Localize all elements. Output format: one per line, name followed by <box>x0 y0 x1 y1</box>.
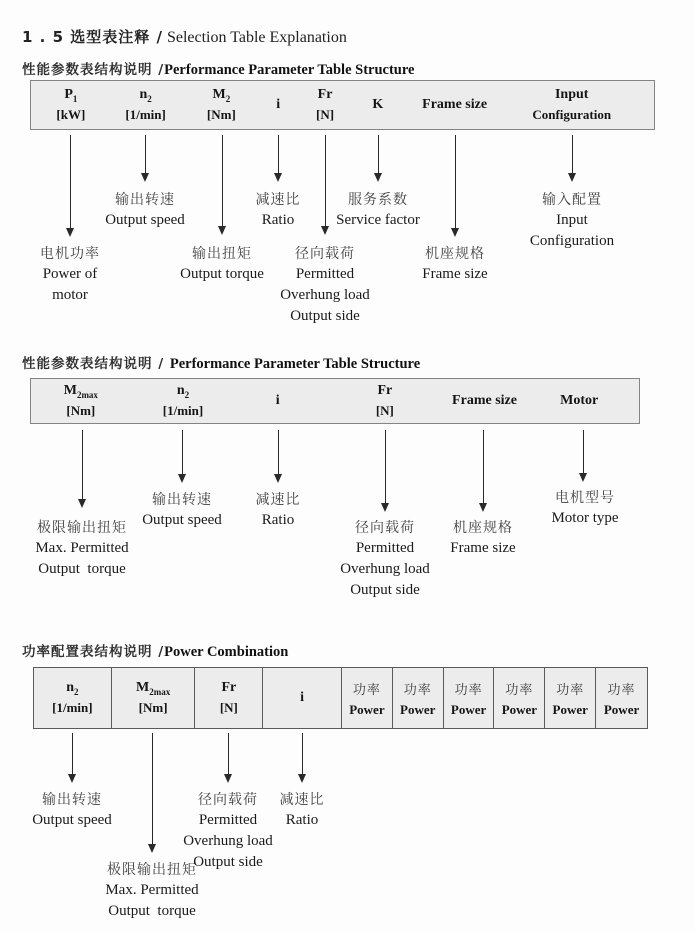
section3-heading-en: Power Combination <box>164 644 289 660</box>
arrow-m2max <box>152 733 153 845</box>
col-power-5: 功率 Power <box>545 668 596 728</box>
col-p1: $P_1$ [kW] <box>56 87 86 122</box>
col-input-configuration: Input Configuration <box>532 87 612 122</box>
col-fr: Fr [N] <box>316 87 335 122</box>
arrow-n2 <box>182 430 183 475</box>
label-overhung-load: 径向载荷 Permitted Overhung load Output side <box>183 792 273 870</box>
col-m2max: $M_{2max}$ [Nm] <box>63 383 98 418</box>
arrow-fr <box>228 733 229 775</box>
section2-heading <box>14 334 420 373</box>
arrow-fr <box>325 135 326 227</box>
col-motor: Motor <box>560 393 599 408</box>
section1-heading-en: Performance Parameter Table Structure <box>164 62 415 78</box>
col-m2max: $M_{2max}$ [Nm] <box>112 668 196 728</box>
label-overhung-load: 径向载荷 Permitted Overhung load Output side <box>280 246 370 324</box>
section1-heading-zh: 性能参数表结构说明 / <box>22 62 165 78</box>
label-max-output-torque: 极限输出扭矩 Max. Permitted Output torque <box>105 862 199 919</box>
label-input-configuration: 输入配置 Input Configuration <box>529 192 615 249</box>
col-power-3: 功率 Power <box>444 668 495 728</box>
label-motor-type: 电机型号 Motor type <box>551 490 619 526</box>
col-m2: $M_2$ [Nm] <box>206 87 236 122</box>
label-max-output-torque: 极限输出扭矩 Max. Permitted Output torque <box>35 520 129 577</box>
col-power-2: 功率 Power <box>393 668 444 728</box>
page-title-zh: 1 . 5 选型表注释 / <box>22 28 163 46</box>
label-output-speed: 输出转速 Output speed <box>32 792 112 828</box>
label-overhung-load: 径向载荷 Permitted Overhung load Output side <box>340 520 430 598</box>
section2-heading-zh: 性能参数表结构说明 / <box>22 356 170 372</box>
arrow-frame-size <box>455 135 456 229</box>
label-ratio: 减速比 Ratio <box>255 492 301 528</box>
label-power-of-motor: 电机功率 Power of motor <box>40 246 100 303</box>
arrow-motor <box>583 430 584 474</box>
section3-heading <box>14 622 288 661</box>
arrow-n2 <box>72 733 73 775</box>
label-output-speed: 输出转速 Output speed <box>142 492 222 528</box>
col-n2: $n_2$ [1/min] <box>34 668 112 728</box>
col-fr: Fr [N] <box>375 383 394 418</box>
performance-table-1 <box>30 80 655 130</box>
section3-heading-zh: 功率配置表结构说明 / <box>22 644 165 660</box>
arrow-i <box>302 733 303 775</box>
arrow-p1 <box>70 135 71 229</box>
label-output-speed: 输出转速 Output speed <box>105 192 185 228</box>
col-power-1: 功率 Power <box>342 668 393 728</box>
label-ratio: 减速比 Ratio <box>255 192 301 228</box>
label-frame-size: 机座规格 Frame size <box>422 246 488 282</box>
performance-table-2 <box>30 378 640 424</box>
label-ratio: 减速比 Ratio <box>279 792 325 828</box>
section1-heading <box>14 40 414 79</box>
col-k: K <box>372 97 384 112</box>
arrow-fr <box>385 430 386 504</box>
arrow-frame-size <box>483 430 484 504</box>
col-power-4: 功率 Power <box>494 668 545 728</box>
col-frame-size: Frame size <box>452 393 517 408</box>
label-service-factor: 服务系数 Service factor <box>336 192 420 228</box>
arrow-n2 <box>145 135 146 174</box>
col-n2: $n_2$ [1/min] <box>162 383 204 418</box>
page-title-en: Selection Table Explanation <box>162 29 347 46</box>
arrow-k <box>378 135 379 174</box>
label-output-torque: 输出扭矩 Output torque <box>180 246 264 282</box>
arrow-i <box>278 430 279 475</box>
col-power-6: 功率 Power <box>603 682 640 717</box>
arrow-input-configuration <box>572 135 573 174</box>
col-fr: Fr [N] <box>195 668 263 728</box>
col-i: i <box>276 97 281 112</box>
power-combination-table <box>33 667 648 729</box>
label-frame-size: 机座规格 Frame size <box>450 520 516 556</box>
arrow-i <box>278 135 279 174</box>
arrow-m2max <box>82 430 83 500</box>
arrow-m2 <box>222 135 223 227</box>
col-i: i <box>275 393 280 408</box>
col-n2: $n_2$ [1/min] <box>125 87 166 122</box>
section2-heading-en: Performance Parameter Table Structure <box>169 356 421 372</box>
col-i: i <box>263 668 342 728</box>
col-frame-size: Frame size <box>422 97 488 112</box>
